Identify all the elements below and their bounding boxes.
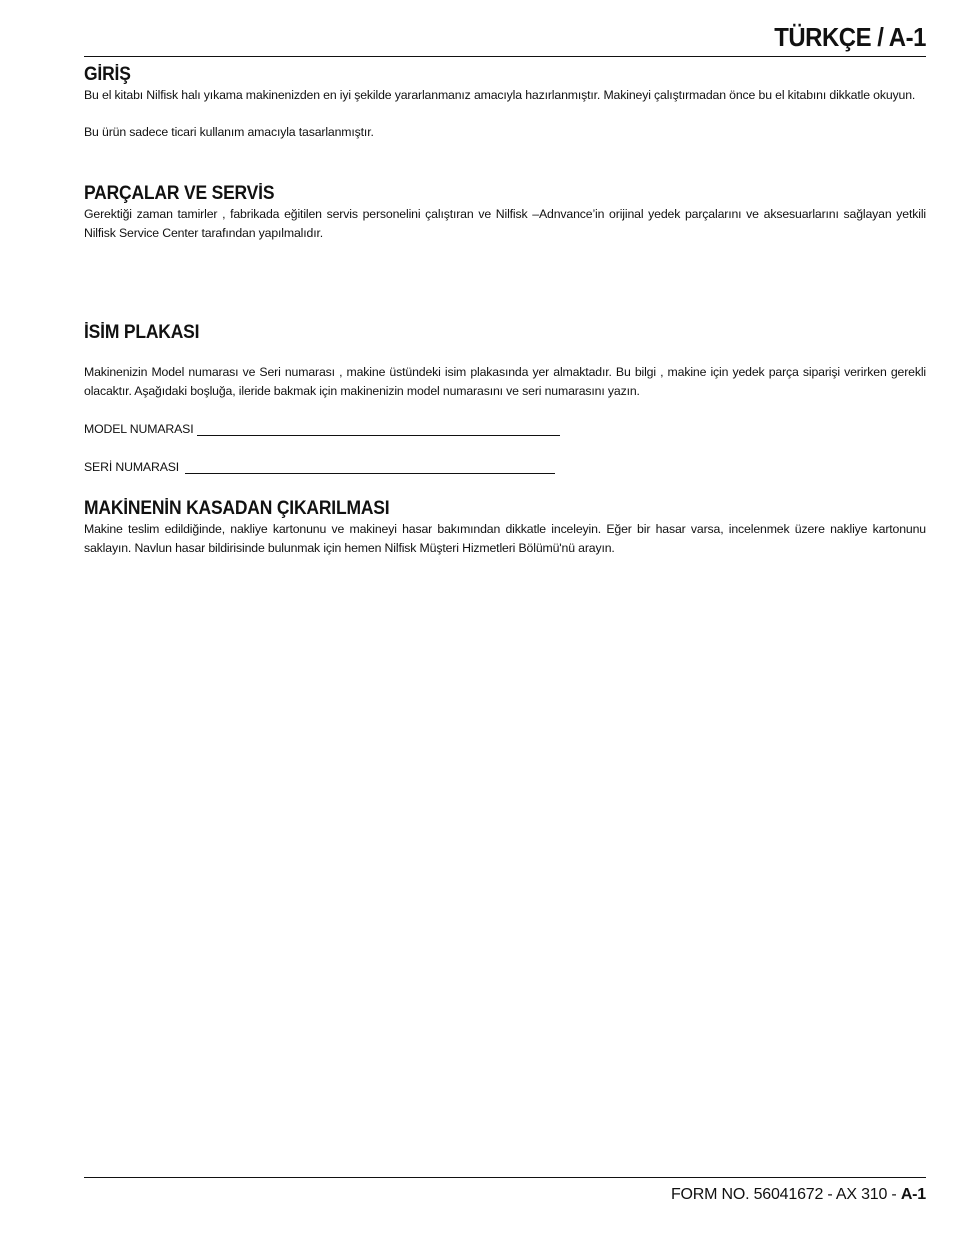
page-header-title: TÜRKÇE / A-1 (774, 22, 926, 52)
section-giris (84, 64, 926, 142)
section-parcalar-servis (84, 183, 926, 243)
parcalar-paragraph-1: Gerektiği zaman tamirler , fabrikada eğitilen servis personelini çalıştıran ve Nilfisk –Adnvance’in orijinal yedek parçalarını ve aksesuarlarını sağlayan yetkili Nilfisk Service Center tarafından yapılmalıdır. (84, 207, 926, 240)
giris-paragraph-2: Bu ürün sadece ticari kullanım amacıyla tasarlanmıştır. (84, 125, 374, 139)
section-heading-kasadan-cikarilmasi: MAKİNENİN KASADAN ÇIKARILMASI (84, 498, 390, 519)
model-number-blank-line[interactable] (197, 421, 560, 436)
footer-page-number: A-1 (900, 1186, 926, 1203)
section-heading-giris: GİRİŞ (84, 64, 131, 85)
serial-number-label: SERİ NUMARASI (84, 460, 180, 474)
page-footer (671, 1186, 926, 1204)
manual-page (84, 0, 926, 1235)
section-heading-parcalar-servis: PARÇALAR VE SERVİS (84, 183, 275, 204)
isim-plakasi-paragraph-1: Makinenizin Model numarası ve Seri numarası , makine üstündeki isim plakasında yer almaktadır. Bu bilgi , makine için yedek parça siparişi verirken gerekli olacaktır. Aşağıdaki boşluğa, ileride bakmak için makinenizin model numarasını ve seri numarasını yazın. (84, 365, 926, 398)
footer-form-number: FORM NO. 56041672 - AX 310 - (670, 1186, 901, 1203)
footer-divider (84, 1177, 926, 1178)
serial-number-field[interactable] (84, 459, 555, 474)
serial-number-blank-line[interactable] (185, 459, 555, 474)
model-number-field[interactable] (84, 421, 560, 436)
model-number-label: MODEL NUMARASI (84, 422, 194, 436)
section-heading-isim-plakasi: İSİM PLAKASI (84, 322, 200, 343)
header-divider (84, 56, 926, 57)
giris-paragraph-1: Bu el kitabı Nilfisk halı yıkama makinenizden en iyi şekilde yararlanmanız amacıyla hazırlanmıştır. Makineyi çalıştırmadan önce bu el kitabını dikkatle okuyun. (84, 88, 916, 102)
kasadan-paragraph-1: Makine teslim edildiğinde, nakliye kartonunu ve makineyi hasar bakımından dikkatle inceleyin. Eğer bir hasar varsa, incelenmek üzere nakliye kartonunu saklayın. Navlun hasar bildirisinde bulunmak için hemen Nilfisk Müşteri Hizmetleri Bölümü'nü arayın. (84, 522, 926, 555)
section-kasadan-cikarilmasi (84, 498, 926, 558)
section-isim-plakasi (84, 322, 926, 401)
